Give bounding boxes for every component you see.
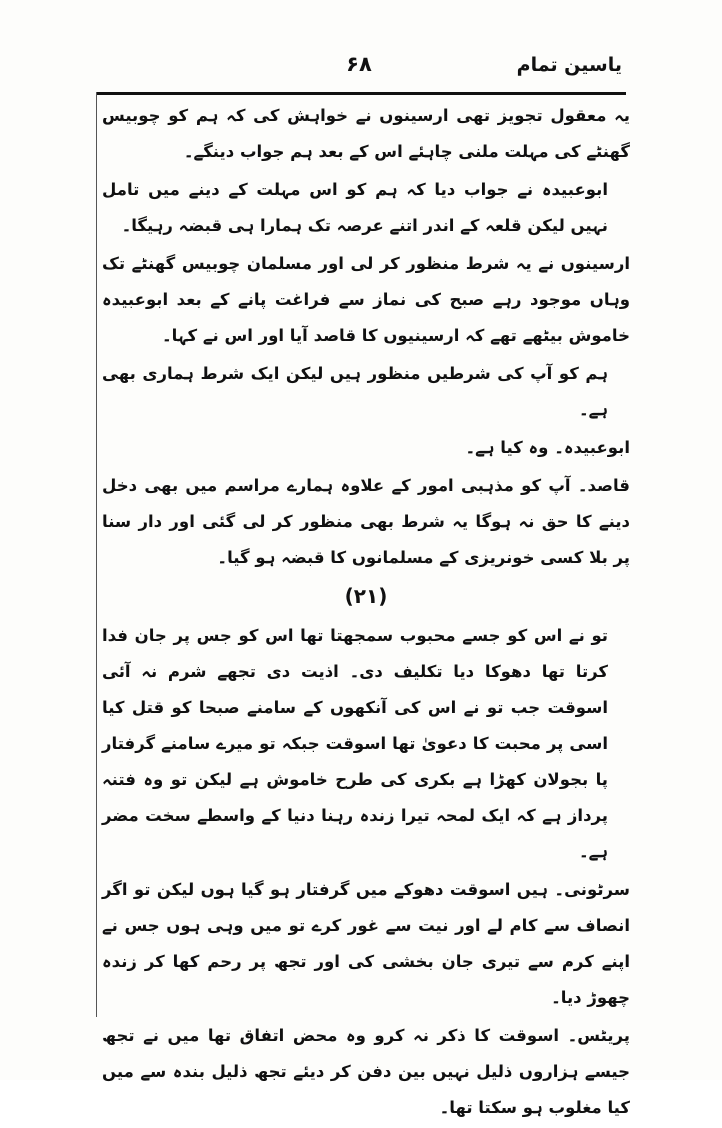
section-heading: (۲۱) (344, 584, 388, 608)
page-number: ۶۸ (346, 52, 372, 76)
page-header (96, 48, 622, 88)
paragraph: ابوعبیدہ۔ وہ کیا ہے۔ (465, 438, 630, 457)
paragraph: تو نے اس کو جسے محبوب سمجھتا تھا اس کو جس پر جان فدا کرتا تھا دھوکا دیا تکلیف دی۔ اذیت دی تجھے شرم نہ آئی اسوقت جب تو نے اس کی آنکھوں کے سامنے صبحا کو قتل کیا اسی پر محبت کا دعویٰ تھا اسوقت جبکہ تو میرے سامنے گرفتار پا بجولان کھڑا ہے بکری کی طرح خاموش ہے لیکن تو وہ فتنہ پرداز ہے کہ ایک لمحہ تیرا زندہ رہنا دنیا کے واسطے سخت مضر ہے۔ (102, 626, 608, 861)
paragraph: سرٹونی۔ ہیں اسوقت دھوکے میں گرفتار ہو گیا ہوں لیکن تو اگر انصاف سے کام لے اور نیت سے غور کرے تو میں وہی ہوں جس نے اپنے کرم سے تیری جان بخشی کی اور تجھ پر رحم کھا کر زندہ چھوڑ دیا۔ (102, 880, 630, 1007)
paragraph: قاصد۔ آپ کو مذہبی امور کے علاوہ ہمارے مراسم میں بھی دخل دینے کا حق نہ ہوگا یہ شرط بھی منظور کر لی گئی اور دار سنا پر بلا کسی خونریزی کے مسلمانوں کا قبضہ ہو گیا۔ (102, 476, 630, 567)
paragraph: ہم کو آپ کی شرطیں منظور ہیں لیکن ایک شرط ہماری بھی ہے۔ (102, 364, 608, 419)
running-title: یاسین تمام (516, 54, 622, 76)
paragraph: ابوعبیدہ نے جواب دیا کہ ہم کو اس مہلت کے دینے میں تامل نہیں لیکن قلعہ کے اندر اتنے عرصہ تک ہمارا ہی قبضہ رہیگا۔ (102, 180, 608, 235)
paragraph: ارسینوں نے یہ شرط منظور کر لی اور مسلمان چوبیس گھنٹے تک وہاں موجود رہے صبح کی نماز سے فراغت پانے کے بعد ابوعبیدہ خاموش بیٹھے تھے کہ ارسینیوں کا قاصد آیا اور اس نے کہا۔ (102, 254, 630, 345)
page-body (102, 98, 630, 1128)
header-rule (96, 92, 626, 95)
paragraph: یہ معقول تجویز تھی ارسینوں نے خواہش کی کہ ہم کو چوبیس گھنٹے کی مہلت ملنی چاہئے اس کے بعد ہم جواب دینگے۔ (102, 106, 630, 161)
left-margin-line (96, 92, 97, 1017)
paragraph: پریٹس۔ اسوقت کا ذکر نہ کرو وہ محض اتفاق تھا میں نے تجھ جیسے ہزاروں ذلیل نہیں بین دفن کر دیئے تجھ ذلیل بندہ سے میں کیا مغلوب ہو سکتا تھا۔ (102, 1026, 630, 1117)
